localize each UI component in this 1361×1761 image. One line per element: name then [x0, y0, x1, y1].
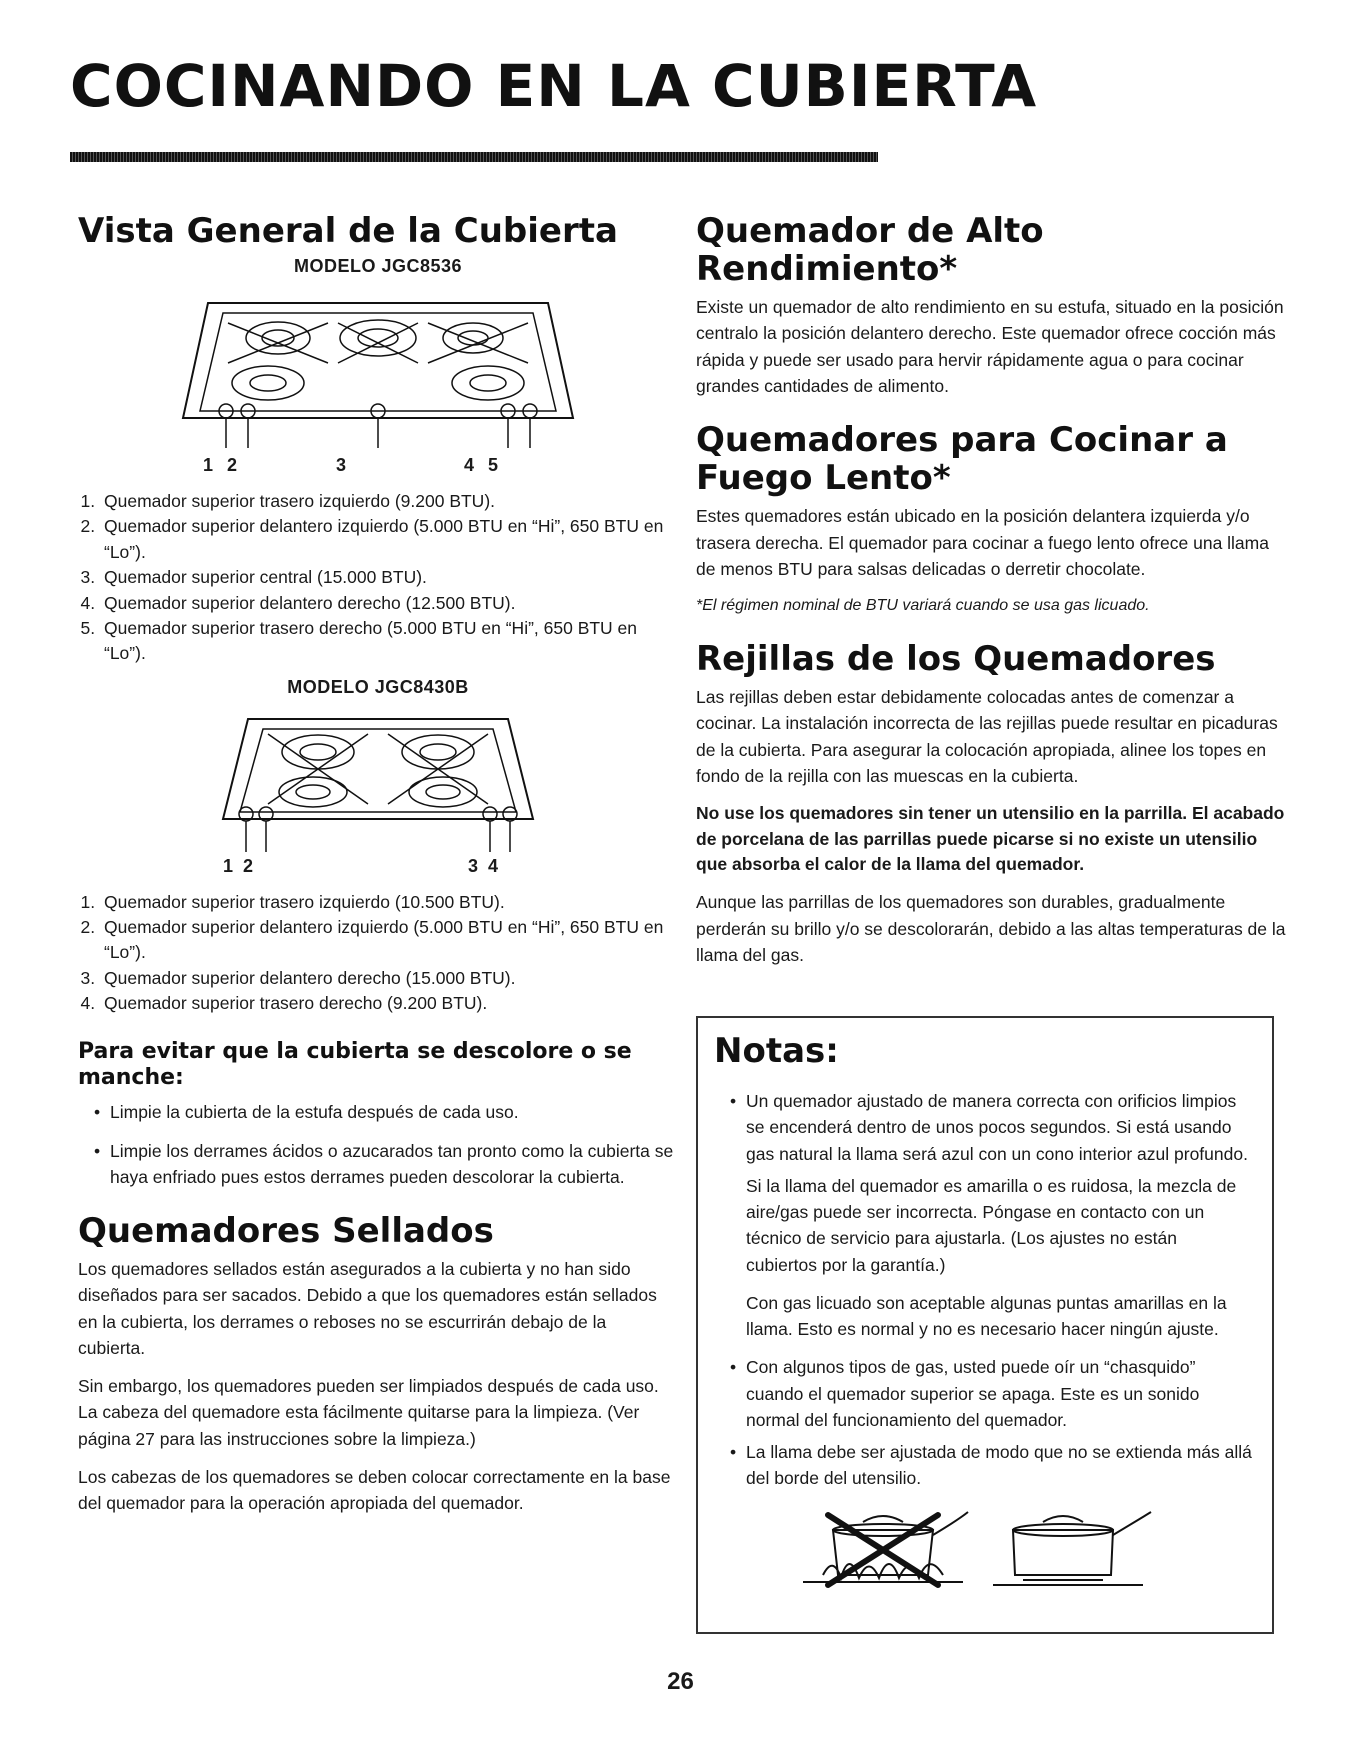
grates-warning: No use los quemadores sin tener un utensilio en la parrilla. El acabado de porcelana de las parrillas puede picarse si no existe un utensilio que absorba el calor de la llama del quemador.	[696, 803, 1285, 874]
note-text: Si la llama del quemador es amarilla o es ruidosa, la mezcla de aire/gas puede ser incorrecta. Póngase en contacto con un técnico de servicio para ajustarla. (Los ajustes no están cubiertos por la garantía.)	[746, 1175, 1237, 1275]
flame-adjustment-illustration	[783, 1500, 1183, 1600]
simmer-p1: Estes quemadores están ubicado en la posición delantera izquierda y/o trasera derecha. El quemador para cocinar a fuego lento ofrece una llama de menos BTU para salsas delicadas o derretir chocolate.	[696, 506, 1269, 579]
page-number: 26	[667, 1668, 694, 1695]
burner-label: 4	[488, 855, 499, 876]
list-item: • La llama debe ser ajustada de modo que no se extienda más allá del borde del utensilio.	[730, 1439, 1252, 1492]
grates-heading: Rejillas de los Quemadores	[696, 639, 1216, 680]
high-p1: Existe un quemador de alto rendimiento en su estufa, situado en la posición centralo la posición delantero derecho. Este quemador ofrece cocción más rápida y puede ser usado para hervir rápidamente agua o para cocinar grandes cantidades de alimento.	[696, 297, 1284, 396]
burner-label: 2	[227, 455, 238, 476]
notes-heading: Notas:	[714, 1031, 839, 1071]
list-item: 1. Quemador superior trasero izquierdo (9.200 BTU).	[100, 489, 678, 514]
model2-burner-labels	[78, 856, 678, 882]
model1-name: MODELO JGC8536	[293, 256, 463, 277]
simmer-heading: Quemadores para Cocinar a Fuego Lento*	[696, 420, 1228, 499]
list-item: • Limpie la cubierta de la estufa después de cada uso.	[94, 1099, 678, 1125]
model2-burner-list	[78, 890, 678, 1017]
discolor-heading: Para evitar que la cubierta se descolore o se manche:	[78, 1038, 632, 1090]
model1-burner-labels	[78, 455, 678, 481]
burner-label: 2	[243, 855, 254, 876]
list-item	[730, 1088, 1252, 1342]
list-item: 2. Quemador superior delantero izquierdo (5.000 BTU en “Hi”, 650 BTU en “Lo”).	[100, 514, 678, 565]
burner-label: 4	[464, 455, 475, 476]
list-item: 2. Quemador superior delantero izquierdo (5.000 BTU en “Hi”, 650 BTU en “Lo”).	[100, 915, 678, 966]
list-item: 5. Quemador superior trasero derecho (5.000 BTU en “Hi”, 650 BTU en “Lo”).	[100, 616, 678, 667]
sealed-p3: Los cabezas de los quemadores se deben colocar correctamente en la base del quemador para la operación apropiada del quemador.	[78, 1466, 671, 1514]
cooktop-5-burner-diagram	[168, 283, 588, 453]
btu-footnote: *El régimen nominal de BTU variará cuando se usa gas licuado.	[696, 597, 1150, 615]
grates-p2: Aunque las parrillas de los quemadores son durables, gradualmente perderán su brillo y/o se descolorarán, debido a las altas temperaturas de la llama del gas.	[696, 892, 1286, 965]
list-item: 3. Quemador superior central (15.000 BTU).	[100, 565, 678, 590]
notes-list	[714, 1088, 1252, 1492]
high-heading: Quemador de Alto Rendimiento*	[696, 211, 1044, 290]
sealed-heading: Quemadores Sellados	[78, 1211, 494, 1252]
overview-heading: Vista General de la Cubierta	[78, 211, 618, 251]
list-item: 1. Quemador superior trasero izquierdo (10.500 BTU).	[100, 890, 678, 915]
list-item: 4. Quemador superior delantero derecho (12.500 BTU).	[100, 591, 678, 616]
grates-p1: Las rejillas deben estar debidamente colocadas antes de comenzar a cocinar. La instalación incorrecta de las rejillas puede resultar en picaduras de la cubierta. Para asegurar la colocación apropiada, alinee los topes en fondo de la rejilla con las muescas en la cubierta.	[696, 687, 1278, 786]
burner-label: 5	[488, 455, 499, 476]
burner-label: 3	[468, 855, 479, 876]
note-text: • Un quemador ajustado de manera correcta con orificios limpios se encenderá dentro de unos pocos segundos. Si está usando gas natural la llama será azul con un cono interior azul profundo.	[746, 1091, 1248, 1164]
list-item: 3. Quemador superior delantero derecho (15.000 BTU).	[100, 966, 678, 991]
title-rule	[70, 152, 878, 162]
list-item: • Con algunos tipos de gas, usted puede oír un “chasquido” cuando el quemador superior se apaga. Este es un sonido normal del funcionamiento del quemador.	[730, 1354, 1252, 1433]
list-item: 4. Quemador superior trasero derecho (9.200 BTU).	[100, 991, 678, 1016]
right-column	[696, 212, 1288, 980]
discolor-list	[78, 1099, 678, 1190]
sealed-p1: Los quemadores sellados están asegurados a la cubierta y no han sido diseñados para ser sacados. Debido a que los quemadores están sellados en la cubierta, los derrames o reboses no se escurrirán debajo de la cubierta.	[78, 1259, 657, 1358]
burner-label: 1	[223, 855, 234, 876]
list-item: • Limpie los derrames ácidos o azucarados tan pronto como la cubierta se haya enfriado pues estos derrames pueden descolorar la cubierta.	[94, 1138, 678, 1191]
sealed-p2: Sin embargo, los quemadores pueden ser limpiados después de cada uso. La cabeza del quemadore esta fácilmente quitarse para la limpieza. (Ver página 27 para las instrucciones sobre la limpieza.)	[78, 1376, 659, 1449]
notes-box	[696, 1016, 1274, 1634]
note-text: Con gas licuado son aceptable algunas puntas amarillas en la llama. Esto es normal y no es necesario hacer ningún ajuste.	[746, 1292, 1227, 1340]
left-column	[78, 212, 678, 1528]
model2-name: MODELO JGC8430B	[287, 676, 469, 697]
burner-label: 3	[336, 455, 347, 476]
cooktop-4-burner-diagram	[208, 704, 548, 854]
model1-burner-list	[78, 489, 678, 667]
burner-label: 1	[203, 455, 214, 476]
page-title: COCINANDO EN LA CUBIERTA	[70, 52, 1038, 120]
